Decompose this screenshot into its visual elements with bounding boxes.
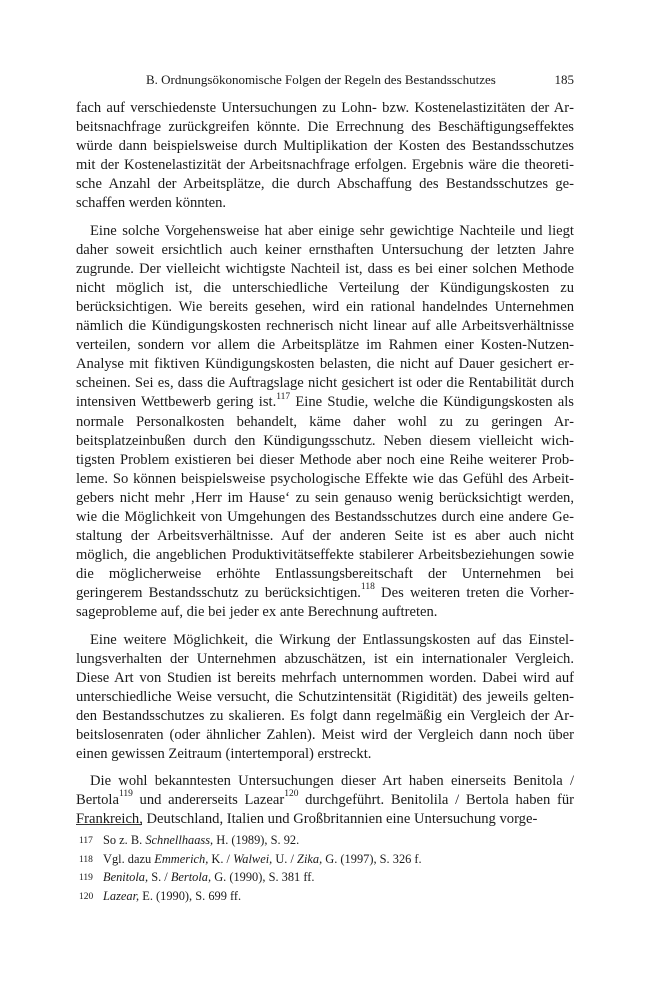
paragraph-4-part-a: Die wohl bekanntesten Untersuchungen dieser Art haben einerseits Benitola / Bertola bbox=[76, 773, 574, 809]
footnote-text: Vgl. dazu bbox=[103, 851, 155, 866]
footnote-number: 117 bbox=[79, 836, 93, 846]
footnote-ref-119[interactable]: 119 bbox=[118, 789, 133, 800]
footnote-ref-117[interactable]: 117 bbox=[276, 391, 291, 402]
paragraph-3: Eine weitere Möglichkeit, die Wirkung der Entlassungskosten auf das Einstellungsverhalten der Unternehmen abzuschätzen, ist ein internationaler Vergleich. Diese Art von Studien ist bereits mehrfach unternommen worden. Dabei wird auf unterschiedliche Weise versucht, die Schutzintensität (Rigidität) des jeweils geltenden Bestandsschutzes zu skalieren. Es folgt dann regelmäßig ein Vergleich der Arbeitslosenraten (oder ähnlicher Zahlen). Meist wird der Vergleich dann noch über einen gewissen Zeitraum (intertemporal) erstreckt. bbox=[76, 631, 574, 763]
footnote-divider bbox=[76, 824, 142, 825]
footnote-author: Bertola, bbox=[170, 870, 212, 885]
footnote-117 bbox=[76, 832, 574, 851]
paragraph-4 bbox=[76, 772, 574, 829]
footnote-author: Walwei, bbox=[233, 851, 273, 866]
footnote-author: Zika, bbox=[297, 851, 323, 866]
footnotes bbox=[76, 832, 574, 906]
footnote-number: 118 bbox=[79, 854, 93, 865]
paragraph-2-part-c: Des weiteren treten die Vorhersageprobleme auf, die bei jeder ex ante Berechnung auftreten. bbox=[76, 585, 574, 621]
footnote-119 bbox=[76, 869, 574, 888]
footnote-text: G. (1997), S. 326 f. bbox=[322, 851, 422, 866]
footnote-number: 120 bbox=[79, 891, 94, 902]
paragraph-2-part-a: Eine solche Vorgehensweise hat aber einige sehr gewichtige Nachteile und liegt daher soweit ersichtlich auch keiner ernsthaften Untersuchung der letzten Jahre zugrunde. Der vielleicht wichtigste Nachteil ist, dass es bei einer solchen Methode nicht möglich ist, die unterschiedliche Verteilung der Kündigungskosten zu berücksichtigen. Wie bereits gesehen, wird ein rational handelndes Unternehmen nämlich die Kündigungskosten rechnerisch nicht linear auf alle Arbeitsverhältnisse verteilen, sondern vor allem die Arbeitsplätze im Rahmen einer Kosten-Nutzen-Analyse mit fiktiven Kündigungskosten belasten, die nicht auf Dauer gesichert erscheinen. Sei es, dass die Auftragslage nicht gesichert ist oder die Rentabilität durch intensiven Wettbewerb gering ist. bbox=[76, 222, 574, 411]
footnote-author: Benitola, bbox=[103, 870, 149, 885]
footnote-text: U. / bbox=[272, 851, 298, 866]
footnote-author: Lazear, bbox=[103, 888, 140, 903]
footnote-number: 119 bbox=[79, 873, 93, 884]
footnote-ref-120[interactable]: 120 bbox=[284, 789, 299, 800]
footnote-author: Emmerich, bbox=[154, 851, 209, 866]
footnote-text: H. (1989), S. 92. bbox=[213, 833, 300, 847]
footnote-ref-118[interactable]: 118 bbox=[360, 582, 375, 593]
paragraph-4-part-b: und andererseits Lazear bbox=[132, 792, 285, 809]
paragraph-4-part-c: durchgeführt. Benitolila / Bertola haben für Frankreich, Deutschland, Italien und Großbritannien eine Untersuchung vorge- bbox=[76, 792, 574, 828]
footnote-text: So z. B. bbox=[103, 833, 146, 847]
footnote-text: E. (1990), S. 699 ff. bbox=[139, 888, 242, 903]
footnote-118 bbox=[76, 851, 574, 870]
running-title: B. Ordnungsökonomische Folgen der Regeln des Bestandsschutzes bbox=[146, 72, 496, 87]
footnote-120 bbox=[76, 888, 574, 907]
footnote-author: Schnellhaass, bbox=[145, 833, 214, 847]
page-number: 185 bbox=[554, 72, 574, 87]
paragraph-2 bbox=[76, 222, 574, 623]
footnote-text: G. (1990), S. 381 ff. bbox=[211, 870, 315, 885]
paragraph-1: fach auf verschiedenste Untersuchungen zu Lohn- bzw. Kostenelastizitäten der Arbeitsnachfrage zurückgreifen könnte. Die Errechnung des Beschäftigungseffektes würde dann beispielsweise durch Multiplikation der Kosten des Bestandsschutzes mit der Kostenelastizität der Arbeitsnachfrage erfolgen. Ergebnis wäre die theoretische Anzahl der Arbeitsplätze, die durch Abschaffung des Bestandsschutzes geschaffen werden könnten. bbox=[76, 100, 574, 212]
footnote-text: S. / bbox=[148, 870, 171, 885]
paragraph-2-part-b: Eine Studie, welche die Kündigungskosten als normale Personalkosten behandelt, käme daher wohl zu zu geringen Arbeitsplatzeinbußen durch den Kündigungsschutz. Neben diesem vielleicht wichtigsten Problem existieren bei dieser Methode aber noch eine Reihe weiterer Probleme. So können beispielsweise psychologische Effekte wie das Gefühl des Arbeitgebers nicht mehr ‚Herr im Hause‘ zu sein genauso wenig berücksichtigt werden, wie die Möglichkeit von Umgehungen des Bestandsschutzes durch eine andere Gestaltung der Arbeitsverhältnisse. Auf der anderen Seite ist es aber auch nicht möglich, die angeblichen Produktivitätseffekte stabilerer Arbeitsbeziehungen sowie die möglicherweise erhöhte Entlassungsbereitschaft der Unternehmen bei geringerem Bestandsschutz zu berücksichtigen. bbox=[76, 394, 574, 602]
footnote-text: K. / bbox=[208, 851, 234, 866]
main-text bbox=[76, 99, 574, 837]
